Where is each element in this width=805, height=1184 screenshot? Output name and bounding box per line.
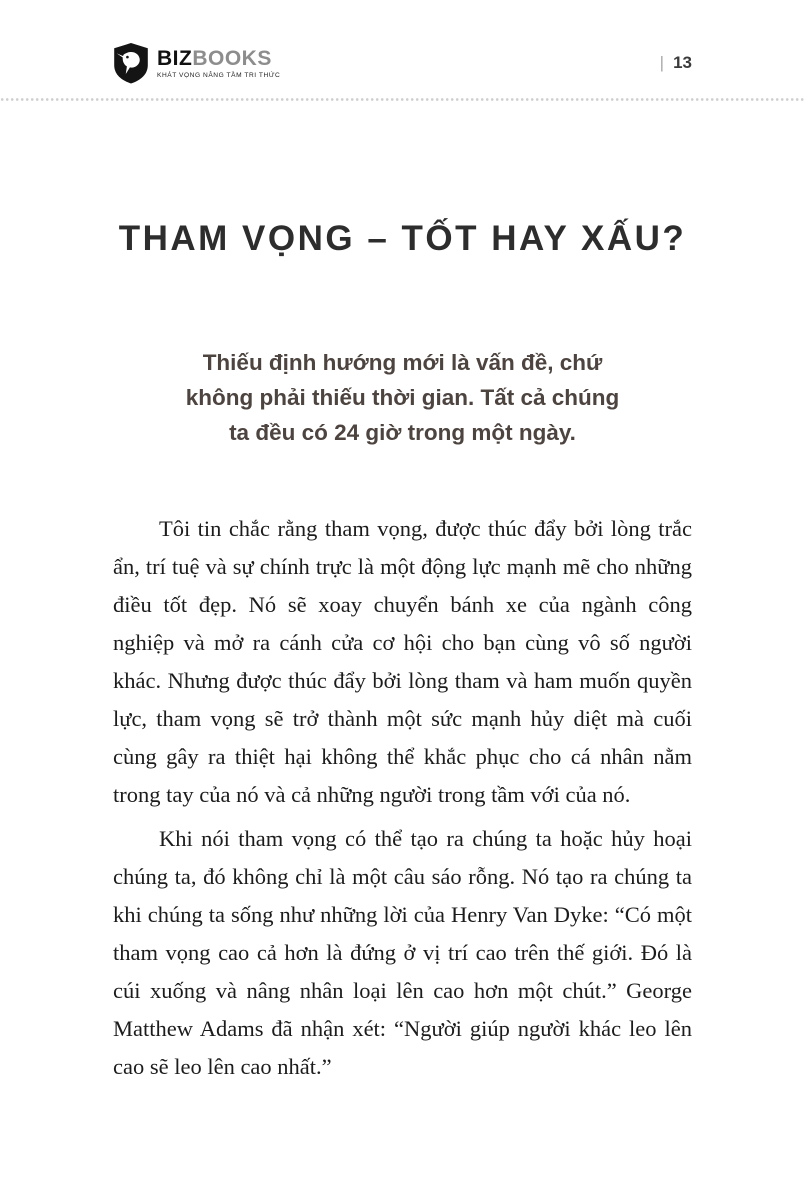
epigraph-line: không phải thiếu thời gian. Tất cả chúng	[185, 385, 620, 410]
epigraph	[0, 345, 805, 450]
body-paragraph: Tôi tin chắc rằng tham vọng, được thúc đẩy bởi lòng trắc ẩn, trí tuệ và sự chính trực là một động lực mạnh mẽ cho những điều tốt đẹp. Nó sẽ xoay chuyển bánh xe của ngành công nghiệp và mở ra cánh cửa cơ hội cho bạn cùng vô số người khác. Nhưng được thúc đẩy bởi lòng tham và ham muốn quyền lực, tham vọng sẽ trở thành một sức mạnh hủy diệt mà cuối cùng gây ra thiệt hại không thể khắc phục cho cá nhân nằm trong tay của nó và cả những người trong tầm với của nó.	[113, 516, 692, 807]
epigraph-line: ta đều có 24 giờ trong một ngày.	[229, 420, 576, 445]
page-number-divider: |	[659, 53, 665, 72]
page-number-value: 13	[673, 53, 692, 72]
epigraph-line: Thiếu định hướng mới là vấn đề, chứ	[202, 350, 603, 375]
brand-books: BOOKS	[192, 46, 272, 70]
bizbooks-logo	[113, 42, 280, 84]
logo-text	[157, 48, 280, 79]
body-text	[113, 510, 692, 1086]
brand-name	[157, 48, 280, 69]
body-paragraph: Khi nói tham vọng có thể tạo ra chúng ta hoặc hủy hoại chúng ta, đó không chỉ là một câu sáo rỗng. Nó tạo ra chúng ta khi chúng ta sống như những lời của Henry Van Dyke: “Có một tham vọng cao cả hơn là đứng ở vị trí cao trên thế giới. Đó là cúi xuống và nâng nhân loại lên cao hơn một chút.” George Matthew Adams đã nhận xét: “Người giúp người khác leo lên cao sẽ leo lên cao nhất.”	[113, 826, 692, 1079]
brand-biz: BIZ	[157, 46, 193, 70]
brand-tagline: KHÁT VỌNG NÂNG TẦM TRI THỨC	[157, 71, 281, 79]
page-header	[0, 0, 805, 84]
chapter-title: THAM VỌNG – TỐT HAY XẤU?	[118, 219, 687, 258]
bizbooks-logo-icon	[113, 42, 149, 84]
page-number	[660, 53, 692, 73]
perforation-divider	[0, 96, 805, 103]
